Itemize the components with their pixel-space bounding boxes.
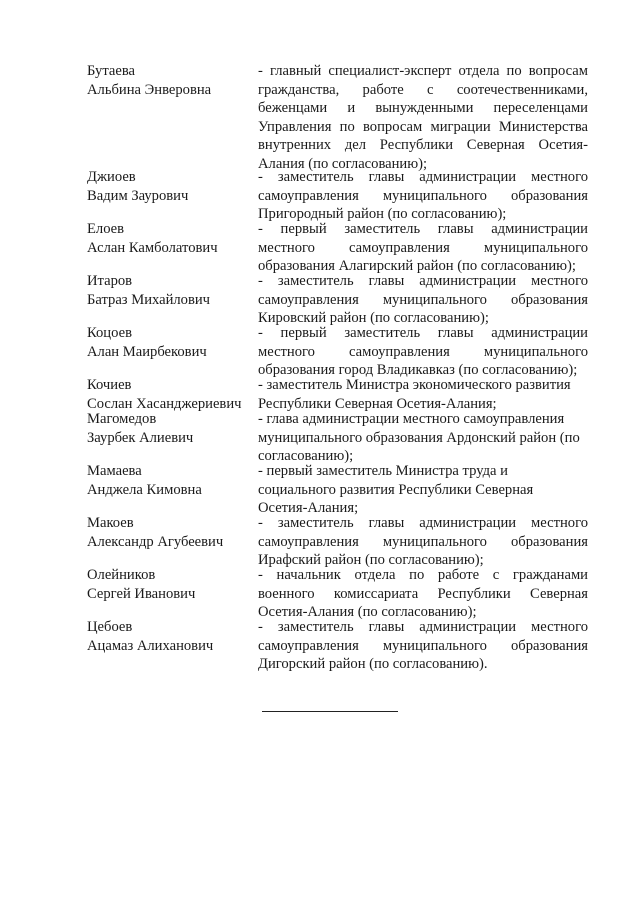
member-name	[87, 168, 252, 205]
member-given-name: Ацамаз Алиханович	[87, 637, 214, 654]
position-line: - начальник отдела по работе с гражданами	[258, 567, 588, 583]
member-given-name: Аслан Камболатович	[87, 239, 218, 256]
member-surname: Олейников	[87, 567, 156, 583]
member-position	[258, 168, 588, 224]
position-line: Дигорский район (по согласованию).	[258, 656, 488, 672]
member-position	[258, 324, 588, 380]
member-name	[87, 410, 252, 447]
member-surname: Джиоев	[87, 169, 136, 185]
position-line: Управления по вопросам миграции Министерства	[258, 118, 588, 135]
position-line: - глава администрации местного самоуправления	[258, 411, 565, 427]
member-given-name: Сергей Иванович	[87, 585, 196, 602]
member-given-name: Альбина Энверовна	[87, 81, 212, 98]
member-position	[258, 410, 588, 466]
position-line: внутренних дел Республики Северная Осетия-	[258, 137, 588, 153]
member-surname: Цебоев	[87, 619, 133, 635]
member-surname: Мамаева	[87, 463, 142, 479]
position-line: - первый заместитель главы администрации	[258, 325, 588, 341]
member-name	[87, 376, 252, 413]
position-line: - заместитель главы администрации местного	[258, 273, 588, 289]
position-line: Алания (по согласованию);	[258, 155, 428, 172]
position-line: самоуправления муниципального образования	[258, 637, 588, 654]
member-name	[87, 566, 252, 603]
position-line: - заместитель главы администрации местного	[258, 515, 588, 531]
position-line: Кировский район (по согласованию);	[258, 310, 489, 326]
member-given-name: Батраз Михайлович	[87, 291, 211, 308]
member-name	[87, 462, 252, 499]
position-line: самоуправления муниципального образования	[258, 291, 588, 308]
member-position	[258, 566, 588, 622]
position-line: военного комиссариата Республики Северная	[258, 585, 588, 602]
position-line: самоуправления муниципального образования	[258, 533, 588, 550]
position-line: самоуправления муниципального образования	[258, 187, 588, 204]
member-given-name: Алан Маирбекович	[87, 343, 207, 360]
member-position	[258, 376, 588, 413]
position-line: Пригородный район (по согласованию);	[258, 206, 507, 222]
member-name	[87, 514, 252, 551]
position-line: - первый заместитель Министра труда и	[258, 463, 508, 479]
member-position	[258, 62, 588, 173]
position-line: - заместитель главы администрации местного	[258, 169, 588, 185]
position-line: - главный специалист-эксперт отдела по вопросам	[258, 63, 588, 79]
member-surname: Кочиев	[87, 377, 132, 393]
position-line: Республики Северная Осетия-Алания;	[258, 395, 497, 412]
member-surname: Бутаева	[87, 63, 135, 79]
member-name	[87, 324, 252, 361]
position-line: образования город Владикавказ (по согласованию);	[258, 362, 578, 378]
position-line: социального развития Республики Северная	[258, 481, 534, 498]
position-line: - первый заместитель главы администрации	[258, 221, 588, 237]
member-name	[87, 220, 252, 257]
position-line: - заместитель Министра экономического развития	[258, 377, 571, 393]
member-given-name: Сослан Хасанджериевич	[87, 395, 242, 412]
position-line: местного самоуправления муниципального	[258, 239, 588, 256]
member-name	[87, 618, 252, 655]
position-line: согласованию);	[258, 448, 354, 464]
member-given-name: Александр Агубеевич	[87, 533, 224, 550]
member-position	[258, 618, 588, 674]
position-line: муниципального образования Ардонский район (по	[258, 429, 580, 446]
member-surname: Елоев	[87, 221, 125, 237]
member-position	[258, 462, 588, 518]
member-surname: Итаров	[87, 273, 133, 289]
member-position	[258, 272, 588, 328]
position-line: - заместитель главы администрации местного	[258, 619, 588, 635]
position-line: образования Алагирский район (по согласованию);	[258, 258, 576, 274]
member-surname: Магомедов	[87, 411, 157, 427]
member-position	[258, 514, 588, 570]
position-line: Осетия-Алания;	[258, 500, 359, 516]
position-line: местного самоуправления муниципального	[258, 343, 588, 360]
member-given-name: Анджела Кимовна	[87, 481, 202, 498]
member-given-name: Вадим Заурович	[87, 187, 189, 204]
member-surname: Макоев	[87, 515, 134, 531]
member-surname: Коцоев	[87, 325, 132, 341]
member-name	[87, 272, 252, 309]
position-line: беженцами и вынужденными переселенцами	[258, 100, 588, 116]
position-line: Ирафский район (по согласованию);	[258, 552, 484, 568]
member-name	[87, 62, 252, 99]
position-line: Осетия-Алания (по согласованию);	[258, 604, 477, 620]
position-line: гражданства, работе с соотечественниками,	[258, 81, 588, 98]
closing-rule	[262, 711, 398, 712]
member-given-name: Заурбек Алиевич	[87, 429, 194, 446]
member-position	[258, 220, 588, 276]
